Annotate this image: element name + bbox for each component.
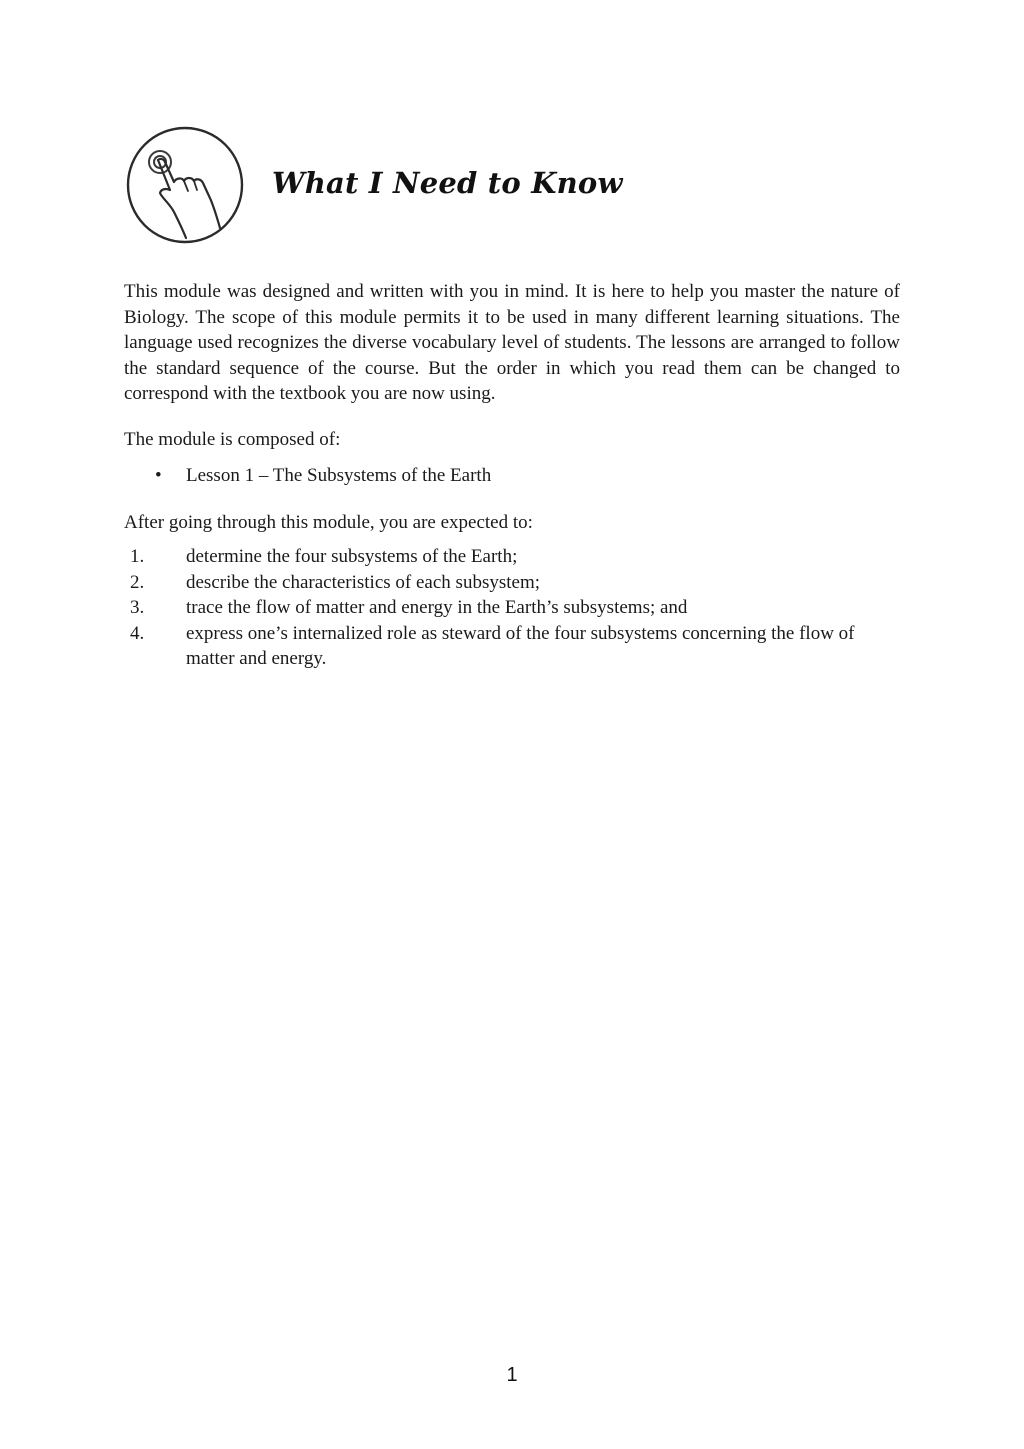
objective-text: determine the four subsystems of the Earth; <box>186 546 518 567</box>
objectives-list <box>124 544 900 672</box>
item-number: 3. <box>130 597 145 618</box>
item-number: 1. <box>130 546 145 567</box>
composed-label: The module is composed of: <box>124 428 341 450</box>
item-number: 4. <box>130 622 145 644</box>
lesson-text: Lesson 1 – The Subsystems of the Earth <box>186 465 492 486</box>
list-item <box>124 595 900 621</box>
expected-label: After going through this module, you are expected to: <box>124 511 533 533</box>
page-number: 1 <box>506 1364 518 1386</box>
hand-tap-icon <box>124 124 246 246</box>
list-item <box>124 570 900 596</box>
objective-text: describe the characteristics of each subsystem; <box>186 571 540 593</box>
item-number: 2. <box>130 571 145 593</box>
list-item <box>124 544 900 570</box>
lesson-list <box>124 463 900 489</box>
list-item <box>124 621 900 672</box>
objective-text: trace the flow of matter and energy in the Earth’s subsystems; and <box>186 597 688 618</box>
intro-paragraph: This module was designed and written with you in mind. It is here to help you master the nature of Biology. The scope of this module permits it to be used in many different learning situations. The language used recognizes the diverse vocabulary level of students. The lessons are arranged to follow the standard sequence of the course. But the order in which you read them can be changed to correspond with the textbook you are now using. <box>124 281 900 404</box>
bullet-marker: • <box>155 465 162 486</box>
objective-text: express one’s internalized role as steward of the four subsystems concerning the flow of matter and energy. <box>186 622 855 669</box>
page-title: What I Need to Know <box>272 166 623 200</box>
list-item <box>124 463 900 489</box>
module-content <box>124 279 900 672</box>
